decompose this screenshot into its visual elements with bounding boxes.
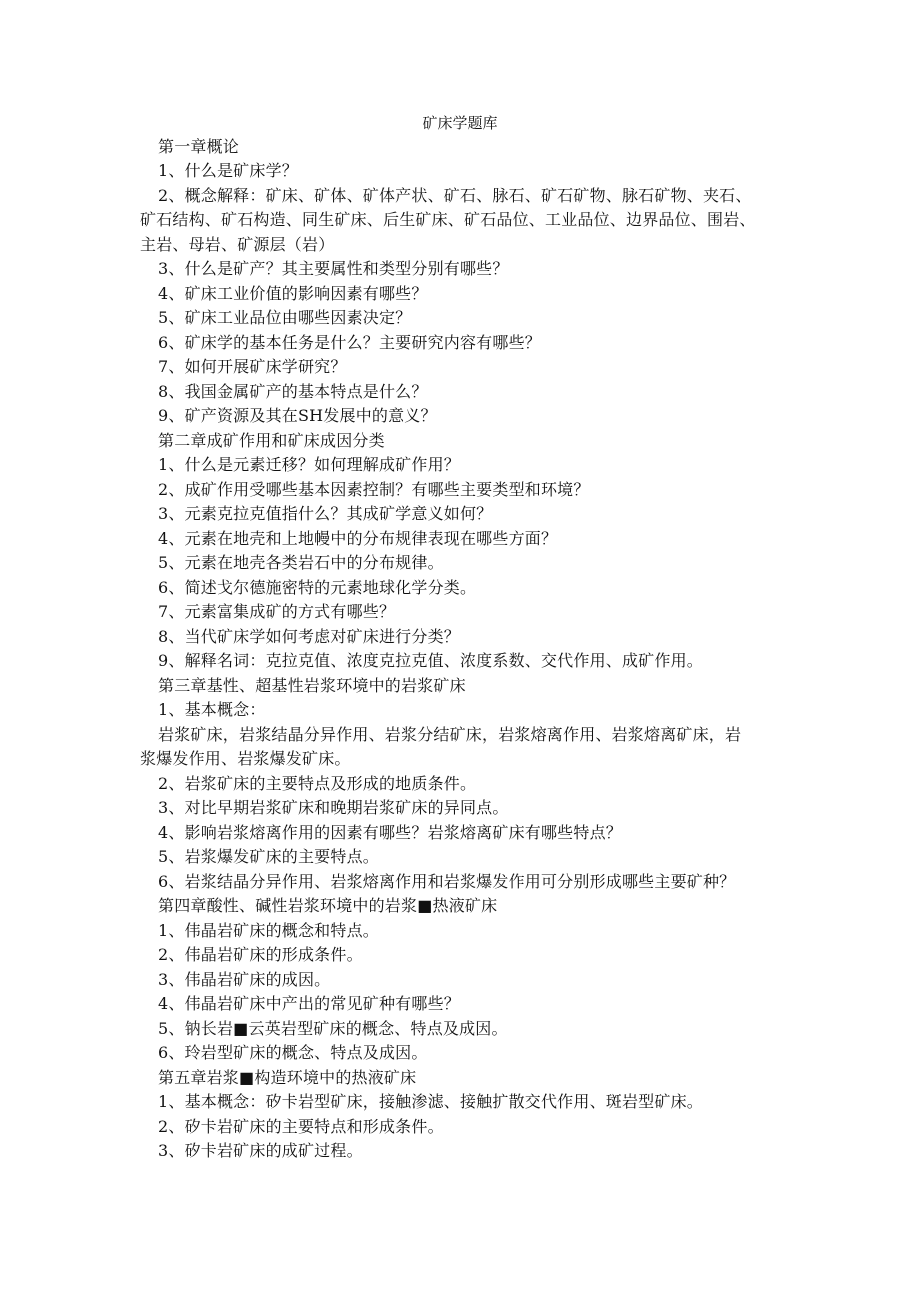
question-line: 2、概念解释：矿床、矿体、矿体产状、矿石、脉石、矿石矿物、脉石矿物、夹石、 [158, 186, 752, 205]
question-line: 2、伟晶岩矿床的形成条件。 [158, 945, 363, 964]
question-line: 岩浆矿床，岩浆结晶分异作用、岩浆分结矿床，岩浆熔离作用、岩浆熔离矿床，岩 [158, 725, 742, 744]
question-line: 1、什么是元素迁移？如何理解成矿作用？ [158, 455, 460, 474]
question-line: 5、矿床工业品位由哪些因素决定？ [158, 308, 412, 327]
question-line: 8、当代矿床学如何考虑对矿床进行分类？ [158, 627, 460, 646]
question-line: 7、如何开展矿床学研究？ [158, 357, 347, 376]
chapter-4-heading: 第四章酸性、碱性岩浆环境中的岩浆■热液矿床 [158, 896, 498, 915]
question-line: 6、矿床学的基本任务是什么？主要研究内容有哪些？ [158, 333, 541, 352]
question-line: 4、影响岩浆熔离作用的因素有哪些？岩浆熔离矿床有哪些特点？ [158, 823, 622, 842]
question-line: 5、元素在地壳各类岩石中的分布规律。 [158, 553, 444, 572]
question-line: 6、简述戈尔德施密特的元素地球化学分类。 [158, 578, 477, 597]
question-line: 2、成矿作用受哪些基本因素控制？有哪些主要类型和环境？ [158, 480, 590, 499]
question-line: 2、矽卡岩矿床的主要特点和形成条件。 [158, 1117, 444, 1136]
question-line: 3、对比早期岩浆矿床和晚期岩浆矿床的异同点。 [158, 798, 509, 817]
question-continuation-line: 主岩、母岩、矿源层（岩） [140, 235, 335, 254]
chapter-3-heading: 第三章基性、超基性岩浆环境中的岩浆矿床 [158, 676, 466, 695]
question-line: 5、钠长岩■云英岩型矿床的概念、特点及成因。 [158, 1019, 508, 1038]
question-line: 1、基本概念： [158, 700, 266, 719]
question-line: 3、什么是矿产？其主要属性和类型分别有哪些？ [158, 259, 509, 278]
chapter-2-heading: 第二章成矿作用和矿床成因分类 [158, 431, 385, 450]
question-line: 7、元素富集成矿的方式有哪些？ [158, 602, 396, 621]
question-line: 6、岩浆结晶分异作用、岩浆熔离作用和岩浆爆发作用可分别形成哪些主要矿种？ [158, 872, 736, 891]
question-line: 8、我国金属矿产的基本特点是什么？ [158, 382, 428, 401]
question-line: 3、伟晶岩矿床的成因。 [158, 970, 331, 989]
document-title: 矿床学题库 [422, 114, 498, 132]
question-line: 4、元素在地壳和上地幔中的分布规律表现在哪些方面？ [158, 529, 558, 548]
question-line: 1、基本概念：矽卡岩型矿床，接触渗滤、接触扩散交代作用、斑岩型矿床。 [158, 1092, 703, 1111]
chapter-1-heading: 第一章概论 [158, 137, 240, 156]
question-line: 6、玲岩型矿床的概念、特点及成因。 [158, 1043, 428, 1062]
question-line: 3、矽卡岩矿床的成矿过程。 [158, 1141, 363, 1160]
question-continuation-line: 浆爆发作用、岩浆爆发矿床。 [140, 749, 351, 768]
question-line: 2、岩浆矿床的主要特点及形成的地质条件。 [158, 774, 477, 793]
question-line: 1、伟晶岩矿床的概念和特点。 [158, 921, 379, 940]
question-line: 9、矿产资源及其在SH发展中的意义？ [158, 406, 437, 425]
question-line: 9、解释名词：克拉克值、浓度克拉克值、浓度系数、交代作用、成矿作用。 [158, 651, 703, 670]
chapter-5-heading: 第五章岩浆■构造环境中的热液矿床 [158, 1068, 417, 1087]
question-line: 1、什么是矿床学？ [158, 161, 298, 180]
question-line: 4、伟晶岩矿床中产出的常见矿种有哪些？ [158, 994, 460, 1013]
question-line: 4、矿床工业价值的影响因素有哪些？ [158, 284, 428, 303]
question-line: 3、元素克拉克值指什么？其成矿学意义如何？ [158, 504, 493, 523]
question-continuation-line: 矿石结构、矿石构造、同生矿床、后生矿床、矿石品位、工业品位、边界品位、围岩、 [140, 210, 756, 229]
question-line: 5、岩浆爆发矿床的主要特点。 [158, 847, 379, 866]
